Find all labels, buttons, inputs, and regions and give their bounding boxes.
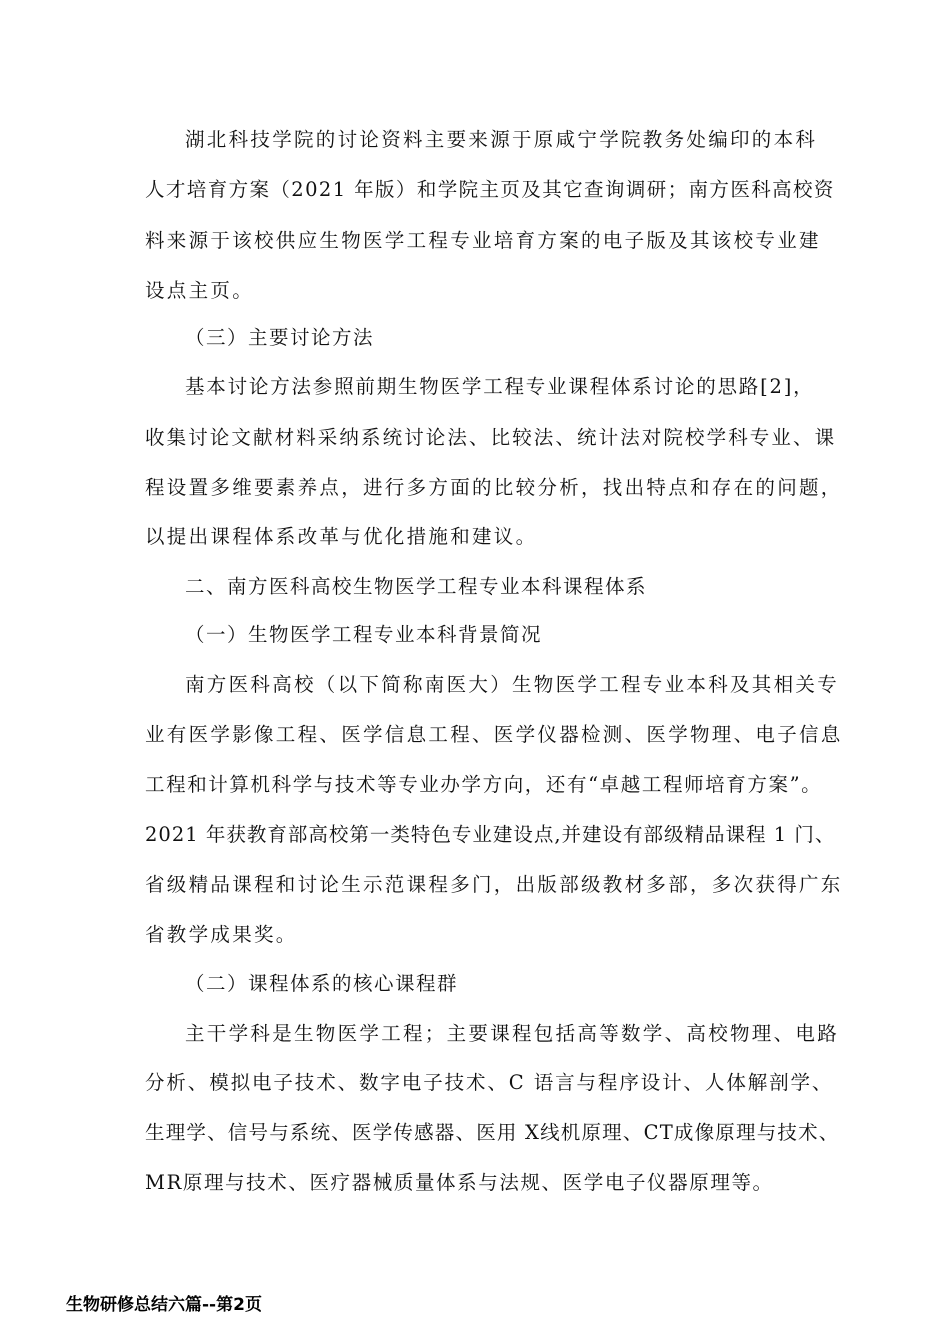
paragraph-3-line-2: 业有医学影像工程、医学信息工程、医学仪器检测、医学物理、电子信息: [145, 723, 843, 746]
section-heading-background: （一）生物医学工程专业本科背景简况: [185, 623, 543, 646]
paragraph-3-line-3: 工程和计算机科学与技术等专业办学方向，还有“卓越工程师培育方案”。: [145, 773, 823, 796]
paragraph-2-line-4: 以提出课程体系改革与优化措施和建议。: [145, 525, 538, 548]
paragraph-4-line-2: 分析、模拟电子技术、数字电子技术、C 语言与程序设计、人体解剖学、: [145, 1071, 834, 1094]
paragraph-1-line-1: 湖北科技学院的讨论资料主要来源于原咸宁学院教务处编印的本科: [185, 128, 818, 151]
paragraph-4-line-4: MR原理与技术、医疗器械质量体系与法规、医学电子仪器原理等。: [145, 1171, 774, 1194]
section-heading-2: 二、南方医科高校生物医学工程专业本科课程体系: [185, 575, 648, 598]
section-heading-core-courses: （二）课程体系的核心课程群: [185, 972, 459, 995]
paragraph-1-line-2: 人才培育方案（2021 年版）和学院主页及其它查询调研；南方医科高校资: [145, 178, 835, 201]
paragraph-3-line-6: 省教学成果奖。: [145, 923, 298, 946]
paragraph-4-line-1: 主干学科是生物医学工程；主要课程包括高等数学、高校物理、电路: [185, 1022, 840, 1045]
paragraph-2-line-1: 基本讨论方法参照前期生物医学工程专业课程体系讨论的思路[2]，: [185, 375, 815, 398]
paragraph-2-line-3: 程设置多维要素养点，进行多方面的比较分析，找出特点和存在的问题，: [145, 476, 843, 499]
paragraph-2-line-2: 收集讨论文献材料采纳系统讨论法、比较法、统计法对院校学科专业、课: [145, 426, 837, 449]
paragraph-3-line-5: 省级精品课程和讨论生示范课程多门，出版部级教材多部，多次获得广东: [145, 873, 843, 896]
paragraph-1-line-3: 料来源于该校供应生物医学工程专业培育方案的电子版及其该校专业建: [145, 229, 821, 252]
paragraph-3-line-4: 2021 年获教育部高校第一类特色专业建设点,并建设有部级精品课程 1 门、: [145, 823, 836, 846]
paragraph-1-line-4: 设点主页。: [145, 279, 255, 302]
page-footer: 生物研修总结六篇--第2页: [66, 1295, 262, 1315]
paragraph-3-line-1: 南方医科高校（以下简称南医大）生物医学工程专业本科及其相关专: [185, 673, 840, 696]
paragraph-4-line-3: 生理学、信号与系统、医学传感器、医用 X线机原理、CT成像原理与技术、: [145, 1121, 840, 1144]
section-heading-methods: （三）主要讨论方法: [185, 326, 375, 349]
